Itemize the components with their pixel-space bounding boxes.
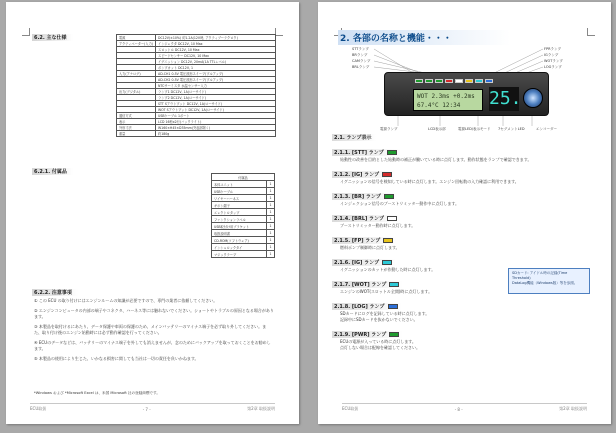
lamp-wot — [475, 79, 483, 83]
lamp-item-description: インジェクション信号のブーストリミッター動作中に点灯します。 — [340, 201, 460, 206]
accessory-name: 取扱説明書 — [212, 230, 267, 237]
page-number: - 7 - — [142, 407, 151, 412]
lamp-color-icon — [382, 172, 392, 177]
lamp-color-icon — [389, 282, 399, 287]
note-item: ③ 本製品を取付けるにあたり、データ保護や車両の保護のため、メインバッテリーのマイナス端子を必ず取り外してください。また、取り付け後のエンジン始動時には必ず動作確認を行ってください。 — [34, 324, 267, 335]
accessories-header: 付属品 — [212, 174, 275, 181]
accessory-name: ワイヤーハーネス — [212, 195, 267, 202]
seven-segment-display: 25. — [489, 88, 522, 109]
accessory-row — [212, 195, 275, 202]
trademark-note: *Windows および *Microsoft Excel は、米国 Microsoft 社の登録商標です。 — [34, 391, 160, 395]
spec-value: ランプ1 DC12V, 1A(ローサイド) — [156, 89, 276, 95]
accessory-qty: 1 — [267, 181, 275, 188]
lamp-log — [485, 79, 493, 83]
footer-right: 第2章 取扱説明 — [559, 406, 587, 411]
callout-power: 電源ランプ — [380, 127, 398, 131]
spec-label: 出力(デジタル) — [117, 89, 156, 95]
spec-value: USBケーブル 1ポート — [156, 113, 276, 119]
accessory-name: インシュロックタイ — [212, 244, 267, 251]
spec-value: スピードセンサー DC12V, 10 Max — [156, 53, 276, 59]
accessory-row — [212, 244, 275, 251]
lamp-color-icon — [389, 332, 399, 337]
note-item: ④ ECUのデータなどは、バッテリーのマイナス端子を外しても消えませんが、念のためにバックアップを取っておくことをお勧めします。 — [34, 340, 271, 351]
spec-label: 表示 — [117, 119, 156, 125]
footer-left: ECU取扱 — [342, 406, 359, 411]
crop-mark — [275, 28, 283, 36]
lamp-item-heading — [332, 237, 397, 244]
spec-value: LCD 16桁x2行(バックライト) — [156, 119, 276, 125]
lamp-item-title: 2.1.9. [PWR] ランプ — [334, 332, 387, 338]
sd-note-box: SDカード: アイドル時の記録(Time Threshold) DataLog機能（Windows版）等を参照。 — [508, 268, 590, 294]
accessory-name: 本体ユニット — [212, 181, 267, 188]
callout-7seg: 7セグメントLED — [498, 127, 525, 131]
lamp-item-title: 2.1.1. [STT] ランプ — [334, 150, 384, 156]
callout-lcd: LCD表示部 — [428, 127, 446, 131]
callout-ig: IGランプ — [544, 53, 559, 57]
callout-encoder: エンコーダー — [536, 127, 557, 131]
accessory-qty: 1 — [267, 209, 275, 216]
page-number: - 8 - — [454, 407, 463, 412]
lamp-item-description: イグニッションの信号を検知している時に点灯します。エンジン回転数の入力確認に利用できます。 — [340, 179, 519, 184]
page-right — [318, 2, 611, 424]
page-footer — [342, 403, 587, 412]
lcd-display — [413, 89, 483, 111]
accessory-row — [212, 188, 275, 195]
accessory-name: USBケーブル — [212, 188, 267, 195]
accessory-qty: 1 — [267, 188, 275, 195]
spec-label: アクティベーター(入力) — [117, 41, 156, 47]
callout-cam: CAMランプ — [352, 59, 371, 63]
lamp-color-icon — [382, 260, 392, 265]
device-illustration — [384, 72, 549, 116]
lamp-color-icon — [388, 304, 398, 309]
callout-mode: 電源LED/表示モード — [458, 127, 491, 131]
spec-label: 電源 — [117, 35, 156, 41]
spec-value: 約180g — [156, 131, 276, 137]
lamp-fpr — [455, 79, 463, 83]
note-item: ② エンジンコンピュータの内部の端子やコネクタ、ハーネス等には触れないでください。ショートやトラブルの原因となる場合があります。 — [34, 308, 274, 319]
section-heading-spec: 6.2. 主な仕様 — [32, 34, 73, 41]
callout-fpr: FPRランプ — [544, 47, 562, 51]
accessory-row — [212, 237, 275, 244]
page-left — [6, 2, 299, 424]
encoder-knob-icon — [523, 88, 543, 108]
accessory-name: マジックテープ — [212, 251, 267, 258]
accessory-row — [212, 209, 275, 216]
spec-value: ポンプカット DC12V, 1 — [156, 65, 276, 71]
lamp-item-title: 2.1.6. [IG] ランプ — [334, 260, 380, 266]
spec-value: STT Sアウトプット DC12V, 1A(ローサイド) — [156, 101, 276, 107]
accessory-qty: 1 — [267, 223, 275, 230]
spec-value: NTCサーミスタ 水温センサー入力 — [156, 83, 276, 89]
lamp-color-icon — [387, 150, 397, 155]
spec-value: WOT Sアウトプット DC12V, 1A(ローサイド) — [156, 107, 276, 113]
lamp-stt — [415, 79, 423, 83]
lamp-item-title: 2.1.2. [IG] ランプ — [334, 172, 380, 178]
lamp-item-heading — [332, 171, 396, 178]
spec-label: 入力(アナログ) — [117, 71, 156, 77]
spec-value: DC12V(±10%) 約1.2A(12V時, アクティブーテクロク) — [156, 35, 276, 41]
accessory-row — [212, 216, 275, 223]
spec-value: イグニッション DC12V, 20mA(1A TTLレベル) — [156, 59, 276, 65]
lamp-item-description: SDカードにログを記録している時に点灯します。 記録中にSDカードを抜かないでください。 — [340, 311, 430, 322]
lamp-br — [425, 79, 433, 83]
footer-right: 第2章 取扱説明 — [247, 406, 275, 411]
spec-value: インジェクタ DC12V, 10 Max — [156, 41, 276, 47]
callout-log: LOGランプ — [544, 65, 562, 69]
accessory-row — [212, 223, 275, 230]
lamp-item-title: 2.1.5. [FP] ランプ — [334, 238, 381, 244]
subsection-lamps: 2.1. ランプ表示 — [332, 134, 376, 141]
accessory-name: エレクトロタップ — [212, 209, 267, 216]
footer-left: ECU取扱 — [30, 406, 47, 411]
lamp-item-title: 2.1.7. [WOT] ランプ — [334, 282, 387, 288]
lamp-item-heading — [332, 149, 401, 156]
spec-table — [116, 34, 276, 137]
spec-value: AD-CH2 0-5V 電圧波形スイープ(プルアップ) — [156, 77, 276, 83]
lcd-line-2: 67.4°C 12:34 — [417, 102, 461, 109]
accessory-name: ファンクションラベル — [212, 216, 267, 223]
accessory-qty: 1 — [267, 237, 275, 244]
accessory-name: USB取付け用ブラケット — [212, 223, 267, 230]
spec-value: ランプ2 DC12V, 1A(ローサイド) — [156, 95, 276, 101]
lamp-item-title: 2.1.8. [LOG] ランプ — [334, 304, 385, 310]
lamp-cam — [435, 79, 443, 83]
accessory-row — [212, 181, 275, 188]
accessory-row — [212, 230, 275, 237]
lamp-item-heading — [332, 215, 401, 222]
spec-row — [117, 131, 276, 137]
accessory-qty: 1 — [267, 230, 275, 237]
lamp-item-description: ブーストリミッター動作時に点灯します。 — [340, 223, 416, 228]
accessory-qty: 1 — [267, 251, 275, 258]
crop-mark — [22, 28, 30, 36]
lamp-item-heading — [332, 259, 396, 266]
lamp-row — [415, 79, 493, 83]
spec-value: スロットル DC12V, 10 Max — [156, 47, 276, 53]
spec-value: W160×H45×D35mm(突起部除く) — [156, 125, 276, 131]
lcd-line-1: WOT 2.3ms +0.2ms — [417, 93, 475, 100]
note-item: ① この ECU の取り付けにはエンジンルームの知識が必要ですので、専門の業者に依頼してください。 — [34, 298, 218, 303]
lamp-item-description: 燃料ポンプ制御時に点灯します。 — [340, 245, 400, 250]
notes-list — [34, 298, 274, 366]
accessory-qty: 1 — [267, 202, 275, 209]
accessory-qty: 1 — [267, 244, 275, 251]
lamp-ig — [465, 79, 473, 83]
accessory-qty: 1 — [267, 195, 275, 202]
callout-wot: WOTランプ — [544, 59, 563, 63]
lamp-item-title: 2.1.3. [BR] ランプ — [334, 194, 381, 200]
accessory-name: CD-ROM(ソフトウェア) — [212, 237, 267, 244]
section-heading-accessories: 6.2.1. 付属品 — [32, 168, 73, 175]
spec-label: 通信方式 — [117, 113, 156, 119]
lamp-item-description: 始動性の改善を目的とした始動時の補正が働いている時に点灯します。動作状態をランプで確認できます。 — [340, 157, 532, 162]
accessory-row — [212, 202, 275, 209]
section-heading-notes: 6.2.2. 注意事項 — [32, 289, 78, 296]
callout-brl: BRLランプ — [352, 65, 370, 69]
accessory-row — [212, 251, 275, 258]
lamp-item-heading — [332, 193, 398, 200]
lamp-item-description: イグニッションのカットが作動した時に点灯します。 — [340, 267, 436, 272]
lamp-item-description: ECUの電源が入っている時に点灯します。 点灯しない場合は配線を確認してください。 — [340, 339, 420, 350]
callout-stt: STTランプ — [352, 47, 369, 51]
accessories-table — [211, 173, 275, 258]
section-heading-parts: 2. 各部の名称と機能・・・ — [338, 30, 584, 45]
spec-label: 重量 — [117, 131, 156, 137]
lamp-color-icon — [384, 194, 394, 199]
callout-br: BRランプ — [352, 53, 368, 57]
accessory-name: ギボシ端子 — [212, 202, 267, 209]
spec-value: AD-CH1 0-5V 電圧波形スイープ(プルアップ) — [156, 71, 276, 77]
lamp-color-icon — [387, 216, 397, 221]
spec-label: 外形寸法 — [117, 125, 156, 131]
lamp-item-title: 2.1.4. [BRL] ランプ — [334, 216, 385, 222]
lamp-color-icon — [383, 238, 393, 243]
lamp-item-description: エンジンのWOT(スロットル全開)時に点灯します。 — [340, 289, 433, 294]
note-item: ⑤ 本製品の使用により生じた、いかなる損害に関しても当社は一切の責任を負いかねます。 — [34, 356, 199, 361]
page-footer — [30, 403, 275, 412]
lamp-item-heading — [332, 303, 402, 310]
lamp-item-heading — [332, 331, 403, 338]
lamp-item-heading — [332, 281, 403, 288]
lamp-brl — [445, 79, 453, 83]
accessory-qty: 1 — [267, 216, 275, 223]
